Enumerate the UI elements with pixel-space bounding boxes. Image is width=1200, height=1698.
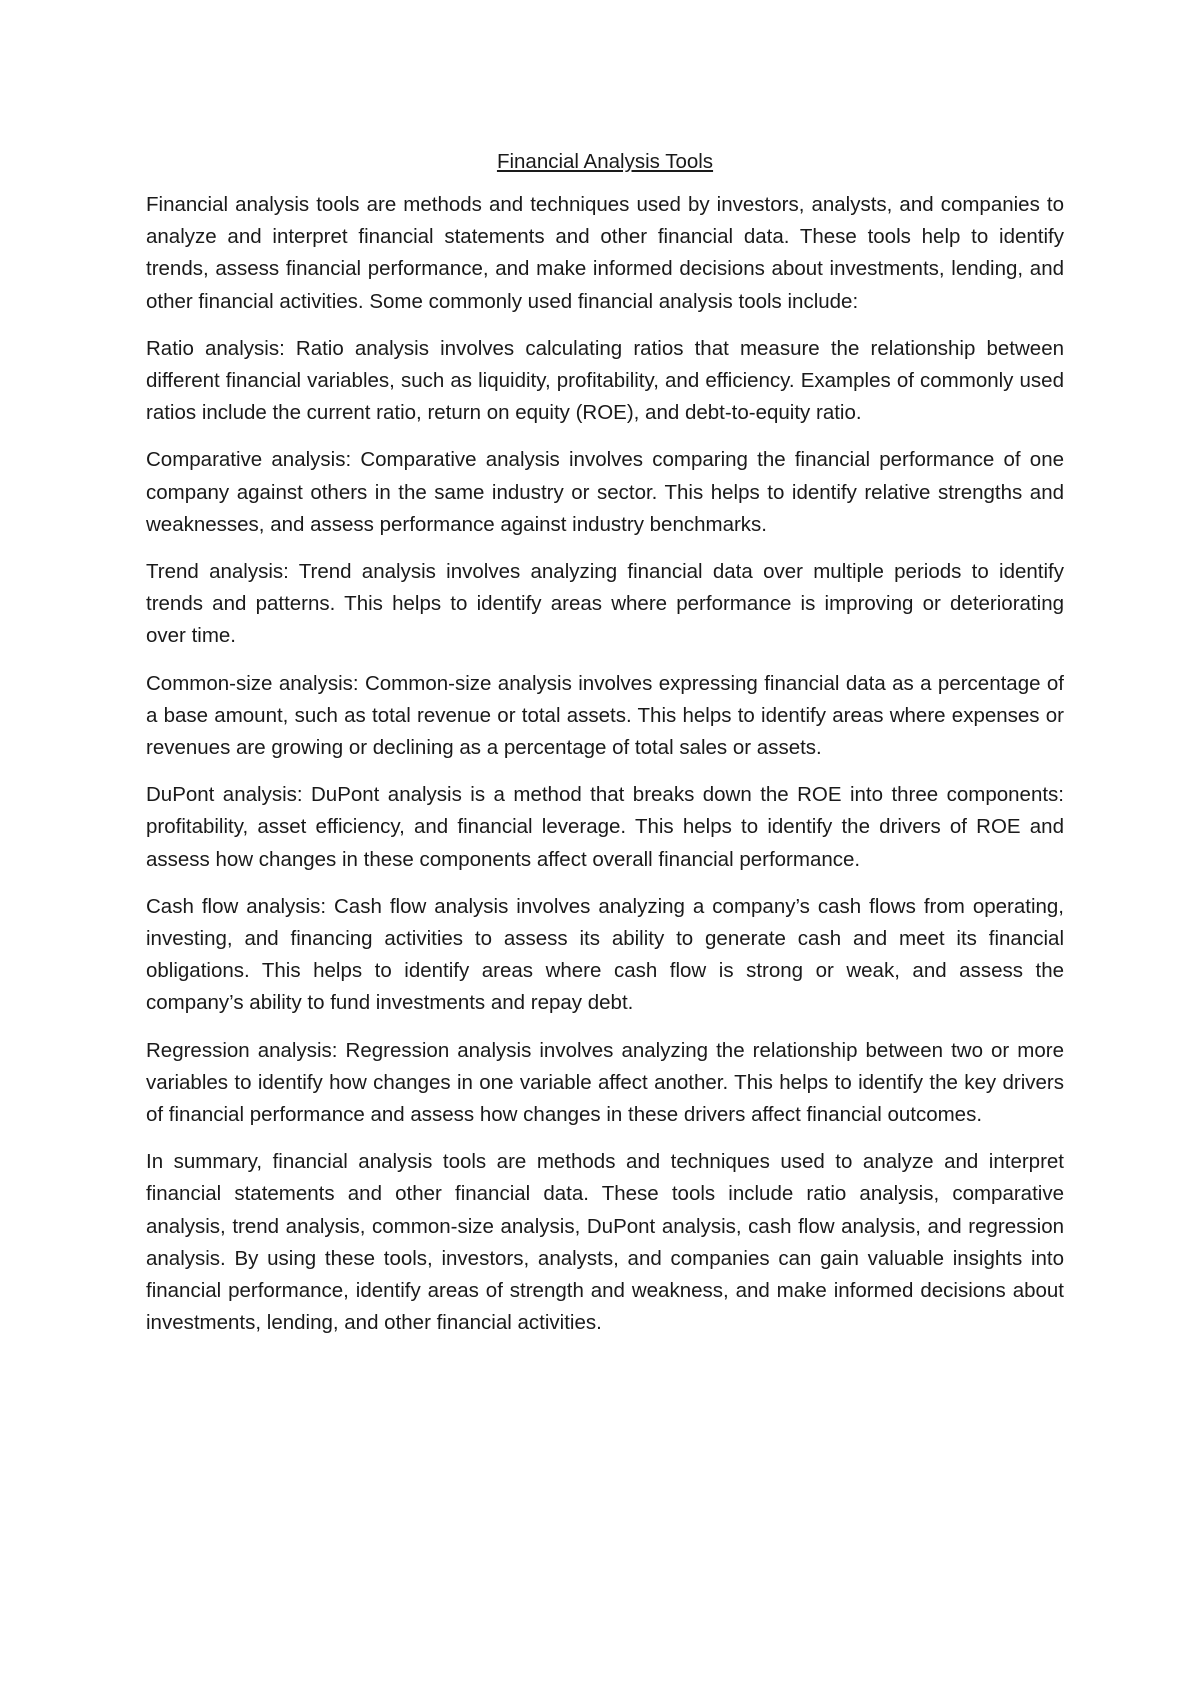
document-title: Financial Analysis Tools <box>496 150 714 173</box>
document-body <box>146 146 1064 1355</box>
paragraph-trend-analysis: Trend analysis: Trend analysis involves analyzing financial data over multiple periods to identify trends and patterns. This helps to identify areas where performance is improving or deteriorating over time. <box>146 560 1064 648</box>
paragraph-summary: In summary, financial analysis tools are methods and techniques used to analyze and interpret financial statements and other financial data. These tools include ratio analysis, comparative analysis, trend analysis, common-size analysis, DuPont analysis, cash flow analysis, and regression analysis. By using these tools, investors, analysts, and companies can gain valuable insights into financial performance, identify areas of strength and weakness, and make informed decisions about investments, lending, and other financial activities. <box>146 1150 1064 1335</box>
paragraph-ratio-analysis: Ratio analysis: Ratio analysis involves calculating ratios that measure the relationship between different financial variables, such as liquidity, profitability, and efficiency. Examples of commonly used ratios include the current ratio, return on equity (ROE), and debt-to-equity ratio. <box>146 336 1064 425</box>
paragraph-common-size-analysis: Common-size analysis: Common-size analysis involves expressing financial data as a percentage of a base amount, such as total revenue or total assets. This helps to identify areas where expenses or revenues are growing or declining as a percentage of total sales or assets. <box>146 671 1064 760</box>
paragraph-regression-analysis: Regression analysis: Regression analysis involves analyzing the relationship between two or more variables to identify how changes in one variable affect another. This helps to identify the key drivers of financial performance and assess how changes in these drivers affect financial outcomes. <box>146 1038 1064 1127</box>
paragraph-intro: Financial analysis tools are methods and techniques used by investors, analysts, and companies to analyze and interpret financial statements and other financial data. These tools help to identify trends, assess financial performance, and make informed decisions about investments, lending, and other financial activities. Some commonly used financial analysis tools include: <box>146 193 1064 313</box>
paragraph-comparative-analysis: Comparative analysis: Comparative analysis involves comparing the financial performance of one company against others in the same industry or sector. This helps to identify relative strengths and weaknesses, and assess performance against industry benchmarks. <box>146 448 1064 536</box>
paragraph-cash-flow-analysis: Cash flow analysis: Cash flow analysis involves analyzing a company’s cash flows from operating, investing, and financing activities to assess its ability to generate cash and meet its financial obligations. This helps to identify areas where cash flow is strong or weak, and assess the company’s ability to fund investments and repay debt. <box>146 894 1064 1015</box>
paragraph-dupont-analysis: DuPont analysis: DuPont analysis is a method that breaks down the ROE into three components: profitability, asset efficiency, and financial leverage. This helps to identify the drivers of ROE and assess how changes in these components affect overall financial performance. <box>146 783 1064 871</box>
